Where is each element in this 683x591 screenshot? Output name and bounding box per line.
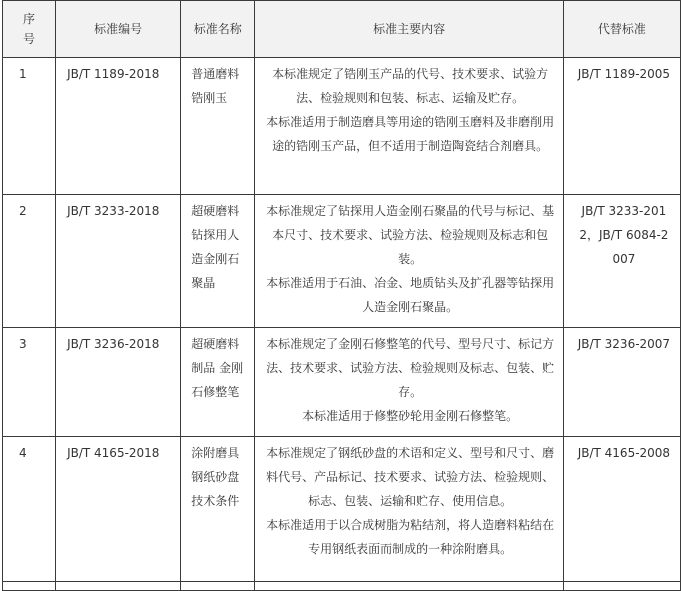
header-index-line2: 号 <box>23 32 36 46</box>
content-paragraph: 本标准规定了锆刚玉产品的代号、技术要求、试验方法、检验规则和包装、标志、运输及贮存。 <box>272 67 549 105</box>
content-paragraph: 本标准适用于石油、冶金、地质钻头及扩孔器等钻探用人造金刚石聚晶。 <box>266 276 555 314</box>
row-name: 涂附磨具 钢纸砂盘 技术条件 <box>181 437 255 582</box>
row-name: 普通磨料 锆刚玉 <box>181 58 255 195</box>
content-paragraph: 本标准规定了金刚石修整笔的代号、型号尺寸、标记方法、技术要求、试验方法、检验规则及标志、包装、贮存。 <box>266 337 555 399</box>
table-row <box>3 437 681 582</box>
row-content <box>255 58 563 195</box>
content-paragraph: 本标准规定了钻探用人造金刚石聚晶的代号与标记、基本尺寸、技术要求、试验方法、检验规则及标志和包装。 <box>266 204 555 266</box>
header-content: 标准主要内容 <box>255 1 563 58</box>
row-content <box>255 195 563 328</box>
row-index: 2 <box>3 195 56 328</box>
row-code: JB/T 3233-2018 <box>56 195 181 328</box>
table-row <box>3 328 681 437</box>
table-row-partial <box>3 582 681 591</box>
row-index: 3 <box>3 328 56 437</box>
row-content <box>255 437 563 582</box>
standards-table <box>2 0 681 591</box>
content-paragraph: 本标准适用于制造磨具等用途的锆刚玉磨料及非磨削用途的锆刚玉产品，但不适用于制造陶瓷结合剂磨具。 <box>266 115 555 153</box>
table-row <box>3 195 681 328</box>
content-paragraph: 本标准规定了钢纸砂盘的术语和定义、型号和尺寸、磨料代号、产品标记、技术要求、试验方法、检验规则、标志、包装、运输和贮存、使用信息。 <box>266 446 555 508</box>
row-code: JB/T 3236-2018 <box>56 328 181 437</box>
content-paragraph: 本标准适用于修整砂轮用金刚石修整笔。 <box>302 409 519 423</box>
row-name: 超硬磨料 制品 金刚石修整笔 <box>181 328 255 437</box>
row-replaces: JB/T 3236-2007 <box>563 328 680 437</box>
row-code: JB/T 1189-2018 <box>56 58 181 195</box>
row-replaces: JB/T 3233-2012，JB/T 6084-2007 <box>563 195 680 328</box>
row-replaces: JB/T 4165-2008 <box>563 437 680 582</box>
row-replaces: JB/T 1189-2005 <box>563 58 680 195</box>
header-index <box>3 1 56 58</box>
row-index: 4 <box>3 437 56 582</box>
row-code: JB/T 4165-2018 <box>56 437 181 582</box>
header-index-line1: 序 <box>23 12 36 26</box>
table-header-row <box>3 1 681 58</box>
content-paragraph: 本标准适用于以合成树脂为粘结剂，将人造磨料粘结在专用钢纸表面而制成的一种涂附磨具。 <box>266 518 555 556</box>
header-replaces: 代替标准 <box>563 1 680 58</box>
table-row <box>3 58 681 195</box>
header-name: 标准名称 <box>181 1 255 58</box>
row-index: 1 <box>3 58 56 195</box>
header-code: 标准编号 <box>56 1 181 58</box>
row-content <box>255 328 563 437</box>
row-name: 超硬磨料 钻探用人造金刚石聚晶 <box>181 195 255 328</box>
